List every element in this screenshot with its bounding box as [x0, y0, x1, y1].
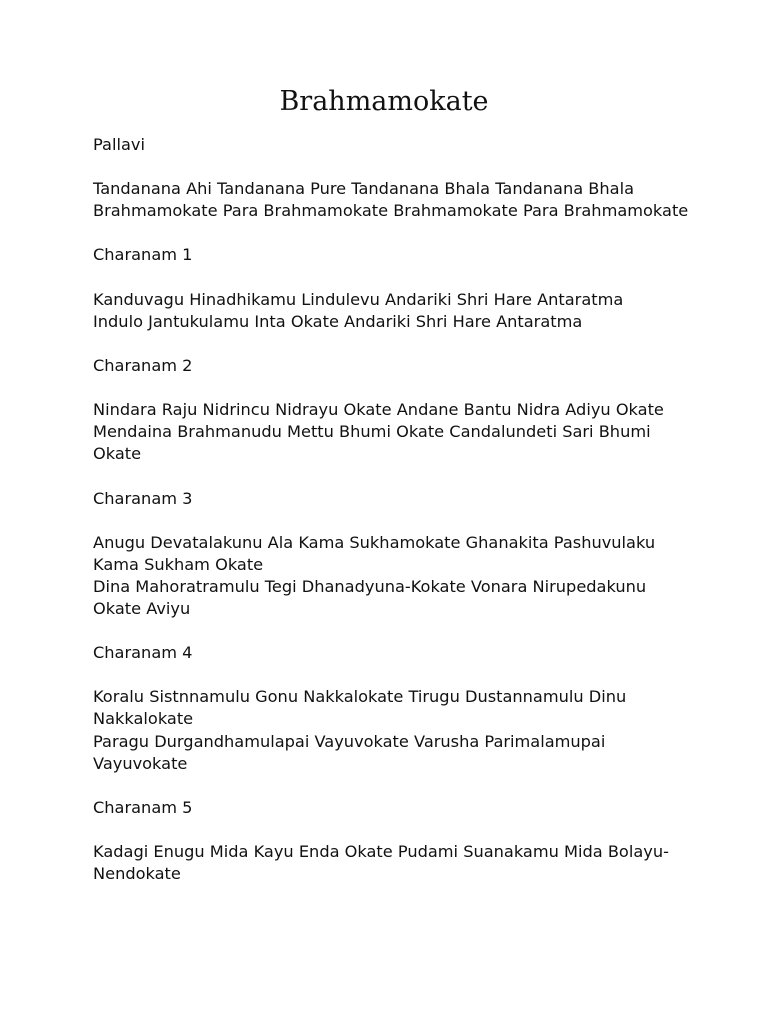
verse-line: Tandanana Ahi Tandanana Pure Tandanana Bhala Tandanana Bhala Brahmamokate Para Brahmamokate Brahmamokate Para Brahmamokate: [93, 179, 689, 221]
verse-charanam-3: [93, 532, 693, 620]
verse-line: Anugu Devatalakunu Ala Kama Sukhamokate Ghanakita Pashuvulaku Kama Sukham Okate: [93, 532, 656, 574]
verse-line: Koralu Sistnnamulu Gonu Nakkalokate Tirugu Dustannamulu Dinu Nakkalokate: [93, 687, 627, 729]
verse-line: Kadagi Enugu Mida Kayu Enda Okate Pudami Suanakamu Mida Bolayu-Nendokate: [93, 842, 669, 884]
verse-line: Kanduvagu Hinadhikamu Lindulevu Andariki Shri Hare Antaratma: [93, 289, 624, 309]
verse-line: Paragu Durgandhamulapai Vayuvokate Varusha Parimalamupai Vayuvokate: [93, 731, 606, 773]
section-heading-charanam-2: Charanam 2: [93, 355, 193, 375]
lyrics-body: [93, 134, 693, 907]
page-title: Brahmamokate: [279, 86, 489, 117]
section-heading-charanam-1: Charanam 1: [93, 245, 193, 265]
verse-charanam-4: [93, 686, 693, 774]
section-heading-charanam-5: Charanam 5: [93, 797, 193, 817]
verse-line: Nindara Raju Nidrincu Nidrayu Okate Andane Bantu Nidra Adiyu Okate: [93, 400, 664, 420]
verse-pallavi: [93, 178, 693, 222]
verse-charanam-1: [93, 289, 693, 333]
verse-line: Mendaina Brahmanudu Mettu Bhumi Okate Candalundeti Sari Bhumi Okate: [93, 422, 651, 464]
verse-line: Dina Mahoratramulu Tegi Dhanadyuna-Kokate Vonara Nirupedakunu Okate Aviyu: [93, 576, 647, 618]
verse-charanam-2: [93, 399, 693, 465]
verse-charanam-5: [93, 841, 693, 885]
section-heading-charanam-4: Charanam 4: [93, 643, 193, 663]
section-heading-charanam-3: Charanam 3: [93, 488, 193, 508]
section-heading-pallavi: Pallavi: [93, 135, 145, 154]
verse-line: Indulo Jantukulamu Inta Okate Andariki Shri Hare Antaratma: [93, 311, 583, 331]
